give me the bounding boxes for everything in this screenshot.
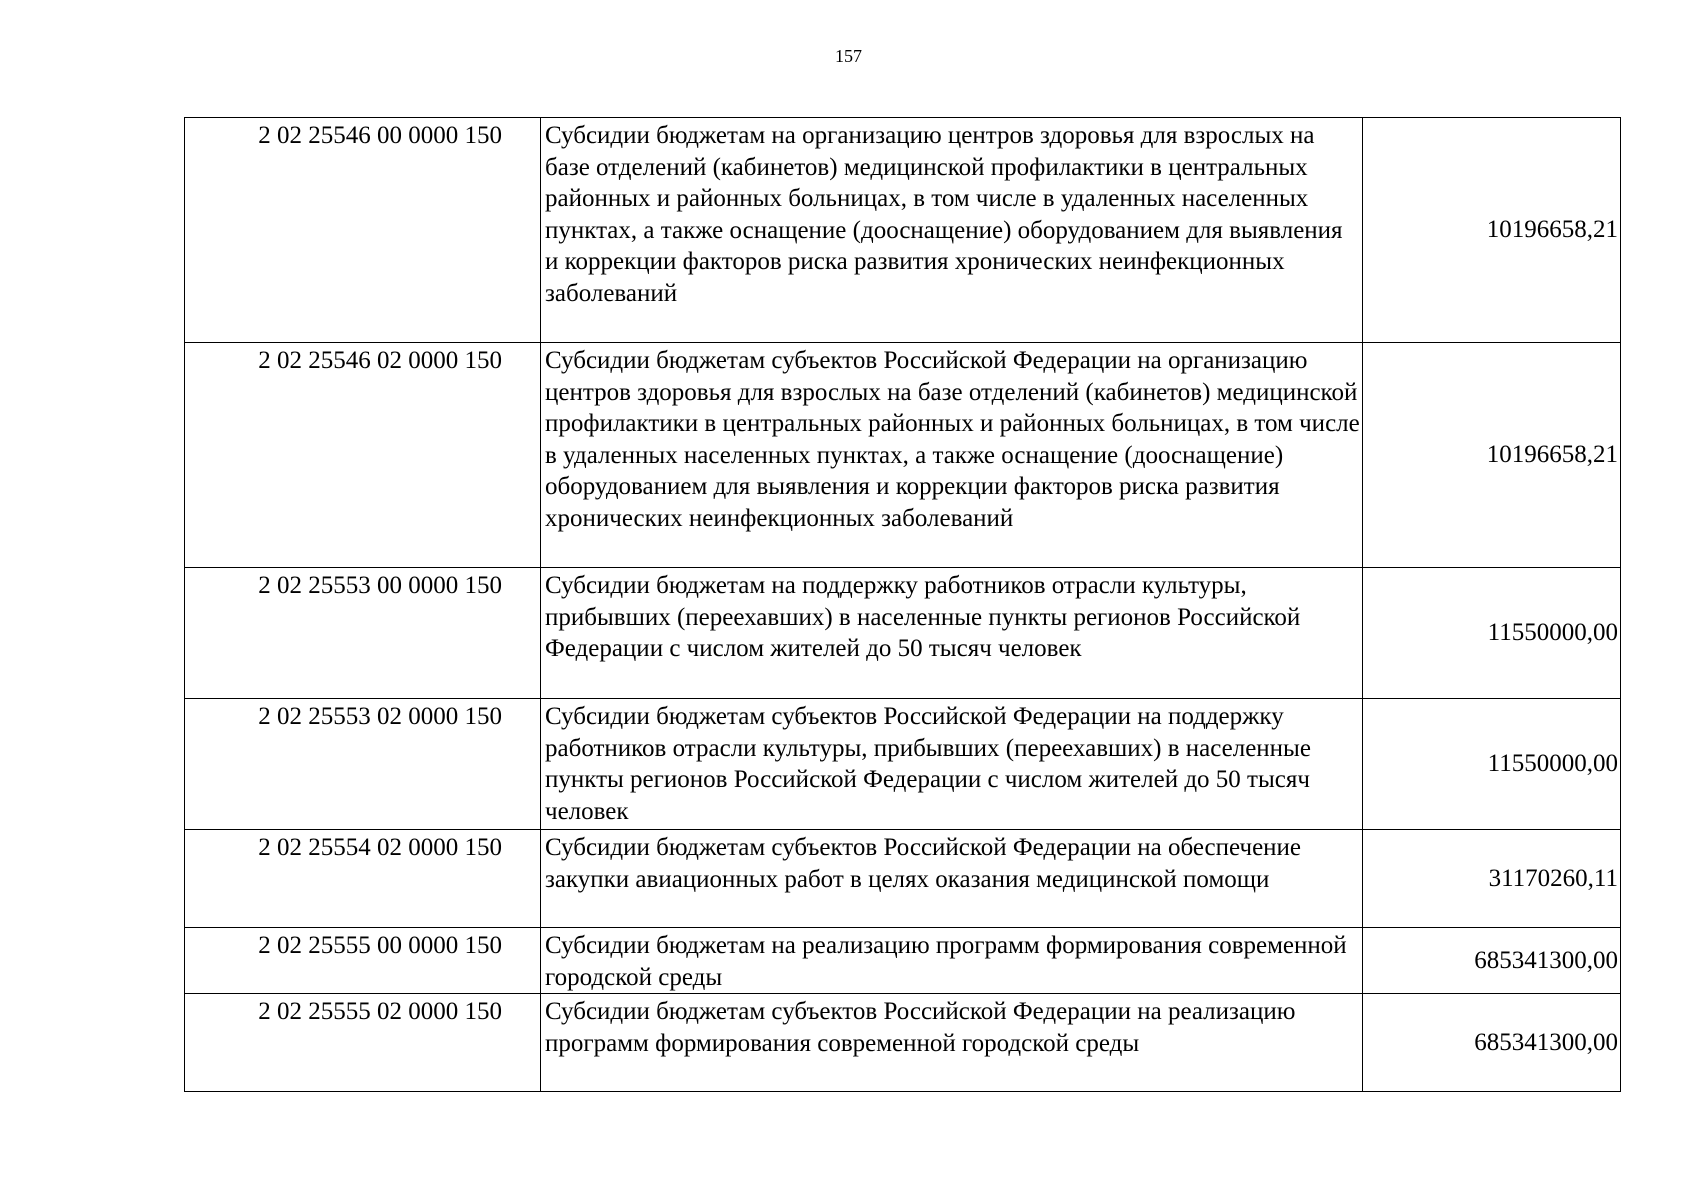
revenue-description: Субсидии бюджетам субъектов Российской Федерации на поддержку работников отрасли культуры, прибывших (переехавших) в населенные пункты регионов Российской Федерации с числом жителей до 50 тысяч человек (541, 699, 1363, 830)
table-row (185, 928, 1621, 994)
revenue-amount: 31170260,11 (1363, 830, 1621, 928)
revenue-description: Субсидии бюджетам субъектов Российской Федерации на обеспечение закупки авиационных работ в целях оказания медицинской помощи (541, 830, 1363, 928)
table-row (185, 568, 1621, 699)
revenue-description: Субсидии бюджетам субъектов Российской Федерации на реализацию программ формирования современной городской среды (541, 994, 1363, 1092)
revenue-code: 2 02 25555 00 0000 150 (185, 928, 541, 994)
revenue-code: 2 02 25555 02 0000 150 (185, 994, 541, 1092)
revenue-code: 2 02 25554 02 0000 150 (185, 830, 541, 928)
page-number: 157 (835, 46, 862, 66)
revenue-description: Субсидии бюджетам субъектов Российской Федерации на организацию центров здоровья для взрослых на базе отделений (кабинетов) медицинской профилактики в центральных районных и районных больницах, в том числе в удаленных населенных пунктах, а также оснащение (дооснащение) оборудованием для выявления и коррекции факторов риска развития хронических неинфекционных заболеваний (541, 343, 1363, 568)
revenue-code: 2 02 25553 00 0000 150 (185, 568, 541, 699)
revenue-description: Субсидии бюджетам на поддержку работников отрасли культуры, прибывших (переехавших) в населенные пункты регионов Российской Федерации с числом жителей до 50 тысяч человек (541, 568, 1363, 699)
revenue-amount: 11550000,00 (1363, 699, 1621, 830)
revenue-amount: 685341300,00 (1363, 994, 1621, 1092)
table-row (185, 118, 1621, 343)
revenue-amount: 10196658,21 (1363, 343, 1621, 568)
revenue-description: Субсидии бюджетам на реализацию программ формирования современной городской среды (541, 928, 1363, 994)
revenue-amount: 685341300,00 (1363, 928, 1621, 994)
budget-revenue-table (184, 117, 1621, 1092)
revenue-code: 2 02 25546 00 0000 150 (185, 118, 541, 343)
table-row (185, 343, 1621, 568)
revenue-amount: 10196658,21 (1363, 118, 1621, 343)
table-row (185, 699, 1621, 830)
revenue-code: 2 02 25546 02 0000 150 (185, 343, 541, 568)
revenue-code: 2 02 25553 02 0000 150 (185, 699, 541, 830)
table-row (185, 830, 1621, 928)
revenue-description: Субсидии бюджетам на организацию центров здоровья для взрослых на базе отделений (кабинетов) медицинской профилактики в центральных районных и районных больницах, в том числе в удаленных населенных пунктах, а также оснащение (дооснащение) оборудованием для выявления и коррекции факторов риска развития хронических неинфекционных заболеваний (541, 118, 1363, 343)
table-row (185, 994, 1621, 1092)
revenue-amount: 11550000,00 (1363, 568, 1621, 699)
